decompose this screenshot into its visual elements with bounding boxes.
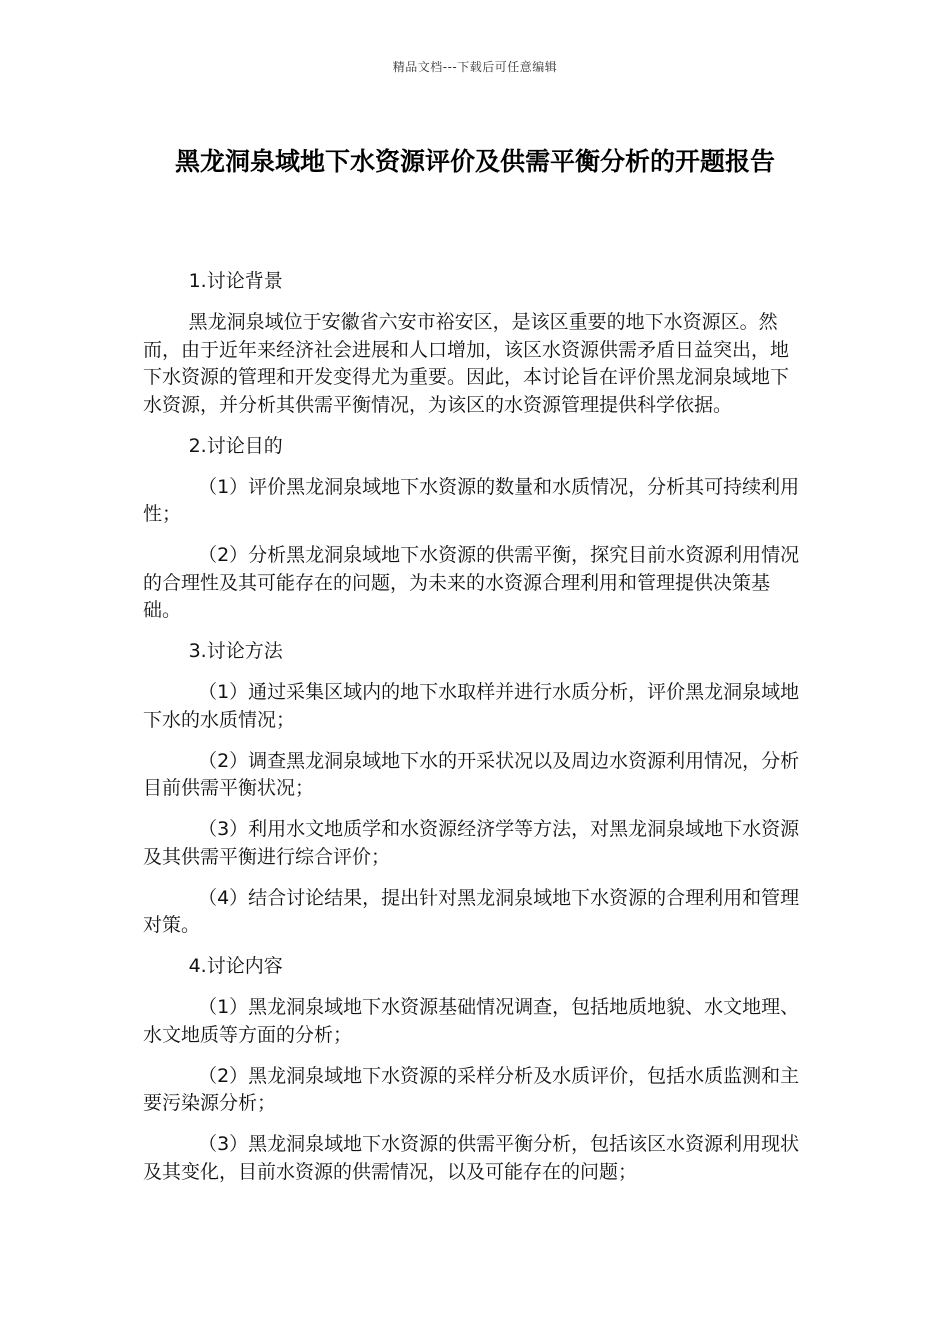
list-item: （4）结合讨论结果，提出针对黑龙洞泉域地下水资源的合理利用和管理对策。 [143,886,800,936]
section-heading: 1.讨论背景 [188,270,283,292]
document-title: 黑龙洞泉域地下水资源评价及供需平衡分析的开题报告 [174,147,775,176]
list-item: （2）黑龙洞泉域地下水资源的采样分析及水质评价，包括水质监测和主要污染源分析； [143,1064,800,1114]
list-item: （3）利用水文地质学和水资源经济学等方法，对黑龙洞泉域地下水资源及其供需平衡进行综合评价； [143,818,800,868]
list-item: （3）黑龙洞泉域地下水资源的供需平衡分析，包括该区水资源利用现状及其变化，目前水资源的供需情况，以及可能存在的问题； [143,1133,800,1183]
body-paragraph: 黑龙洞泉域位于安徽省六安市裕安区，是该区重要的地下水资源区。然而，由于近年来经济社会进展和人口增加，该区水资源供需矛盾日益突出，地下水资源的管理和开发变得尤为重要。因此，本讨论旨在评价黑龙洞泉域地下水资源，并分析其供需平衡情况，为该区的水资源管理提供科学依据。 [143,311,790,416]
list-item: （1）黑龙洞泉域地下水资源基础情况调查，包括地质地貌、水文地理、水文地质等方面的分析； [143,996,800,1046]
header-note: 精品文档---下载后可任意编辑 [392,60,558,74]
section-heading: 2.讨论目的 [188,434,283,457]
section-heading: 3.讨论方法 [188,640,283,662]
list-item: （2）调查黑龙洞泉域地下水的开采状况以及周边水资源利用情况，分析目前供需平衡状况； [143,749,800,799]
section-heading: 4.讨论内容 [188,955,283,977]
list-item: （1）评价黑龙洞泉域地下水资源的数量和水质情况，分析其可持续利用性； [143,475,800,525]
list-item: （1）通过采集区域内的地下水取样并进行水质分析，评价黑龙洞泉域地下水的水质情况； [143,681,800,731]
list-item: （2）分析黑龙洞泉域地下水资源的供需平衡，探究目前水资源利用情况的合理性及其可能存在的问题，为未来的水资源合理利用和管理提供决策基础。 [143,544,800,621]
document-body [143,268,807,1200]
